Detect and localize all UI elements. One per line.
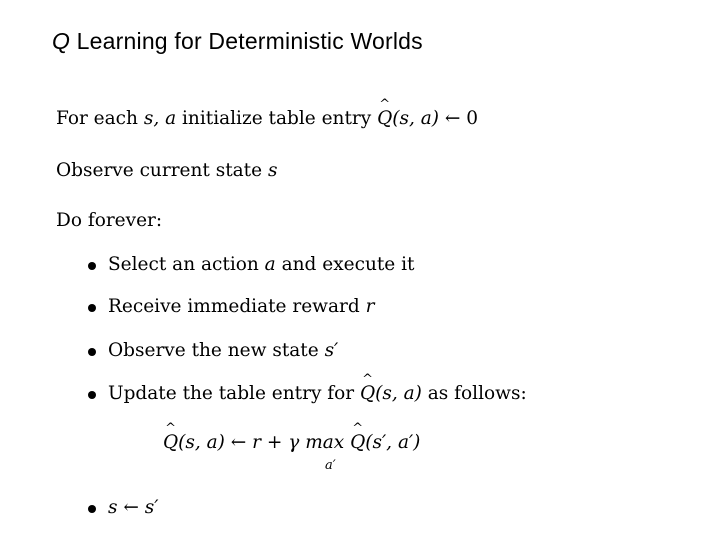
bullet-dot — [88, 391, 96, 399]
receive-var: r — [365, 296, 375, 317]
observe-line — [56, 160, 277, 181]
title-rest: Learning for Deterministic Worlds — [70, 28, 423, 54]
init-qhat: ^ Q — [377, 108, 392, 129]
eq-lhs-args: (s, a) ← r + γ max — [178, 432, 351, 453]
init-text: For each — [56, 108, 144, 129]
observe-new-var: s′ — [324, 340, 339, 361]
update-qhat: ^ Q — [360, 383, 375, 404]
init-middle: initialize table entry — [176, 108, 378, 129]
slide-title — [52, 28, 423, 55]
init-vars: s, a — [143, 108, 177, 129]
bullet-final: s ← s′ — [108, 497, 159, 518]
select-text: Select an action — [108, 254, 265, 275]
bullet-dot — [88, 304, 96, 312]
bullet-receive — [108, 296, 374, 317]
bullet-update — [108, 383, 527, 404]
eq-rhs-args: (s′, a′) — [365, 432, 421, 453]
select-var: a — [264, 254, 276, 275]
update-equation — [163, 432, 420, 453]
init-args: (s, a) — [392, 108, 439, 129]
update-args: (s, a) — [375, 383, 422, 404]
init-line — [56, 108, 478, 129]
bullet-dot — [88, 262, 96, 270]
update-text: Update the table entry for — [108, 383, 360, 404]
update-rest: as follows: — [421, 383, 527, 404]
eq-lhs-qhat: ^ Q — [163, 432, 178, 453]
do-forever: Do forever: — [56, 210, 163, 231]
title-q: Q — [52, 28, 71, 54]
bullet-dot — [88, 348, 96, 356]
eq-rhs-qhat: ^ Q — [350, 432, 365, 453]
bullet-observe-new — [108, 340, 338, 361]
eq-max-subscript: a′ — [325, 458, 336, 473]
init-assign: ← 0 — [438, 108, 479, 129]
observe-var: s — [267, 160, 278, 181]
select-rest: and execute it — [275, 254, 415, 275]
receive-text: Receive immediate reward — [108, 296, 366, 317]
bullet-select — [108, 254, 414, 275]
bullet-dot — [88, 505, 96, 513]
observe-new-text: Observe the new state — [108, 340, 325, 361]
observe-text: Observe current state — [56, 160, 268, 181]
